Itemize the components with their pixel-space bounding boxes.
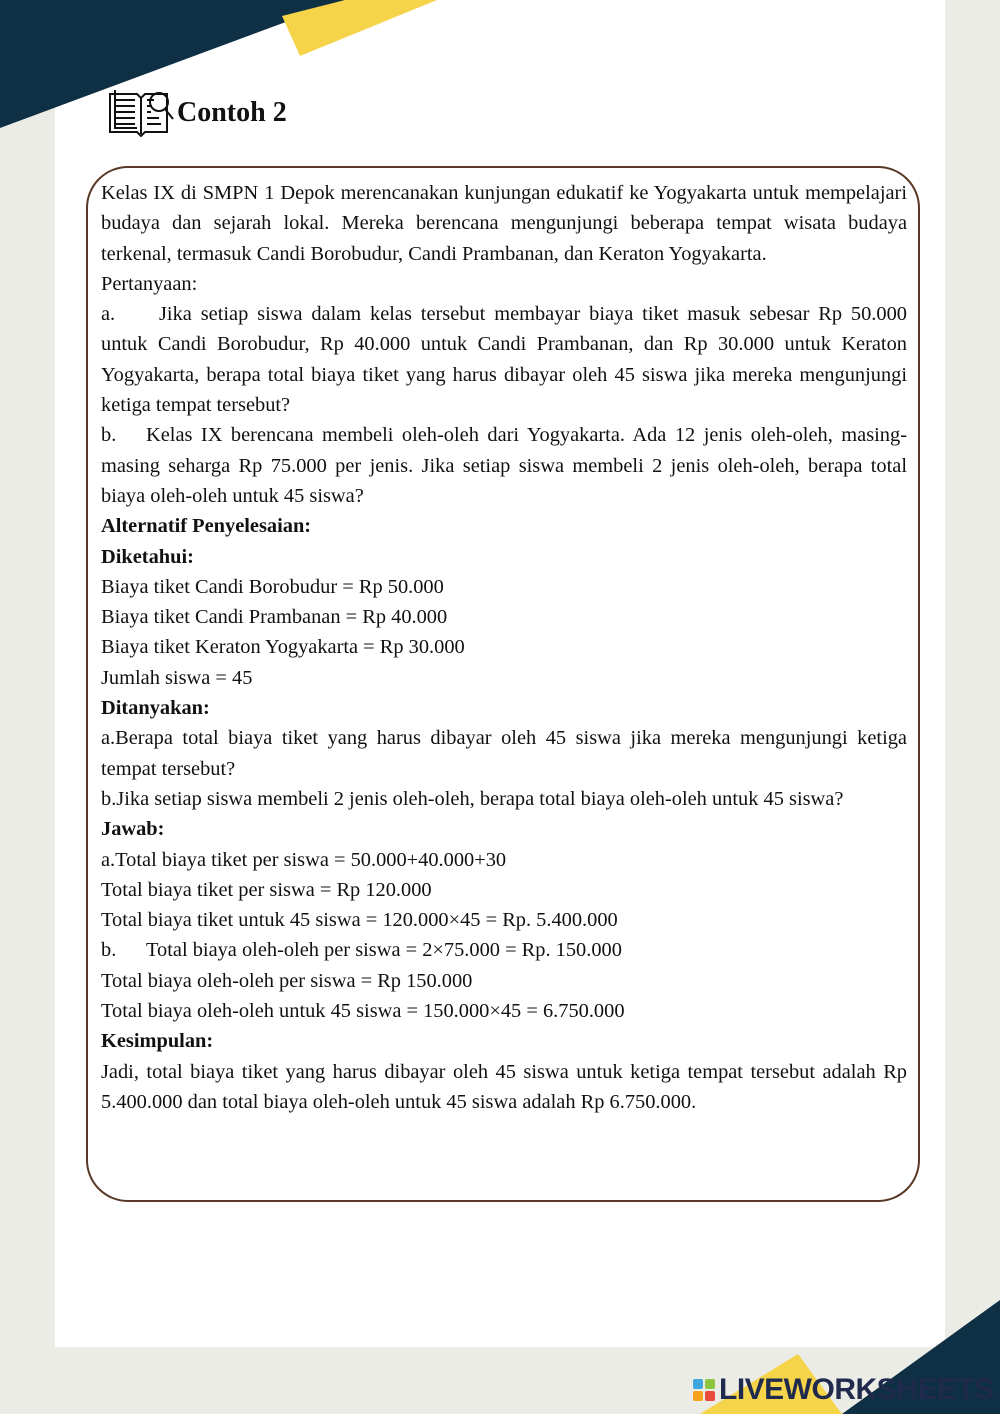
problem-intro: Kelas IX di SMPN 1 Depok merencanakan kunjungan edukatif ke Yogyakarta untuk mempelajari budaya dan sejarah lokal. Mereka berencana mengunjungi beberapa tempat wisata budaya terkenal, termasuk Candi Borobudur, Candi Prambanan, dan Keraton Yogyakarta.	[101, 182, 907, 265]
example-content	[101, 178, 907, 1117]
question-a-marker: a.	[101, 303, 116, 326]
open-book-with-magnifier-icon	[107, 86, 175, 138]
answer-a-line: Total biaya tiket untuk 45 siswa = 120.000×45 = Rp. 5.400.000	[101, 909, 618, 932]
answer-b-first-line	[101, 935, 907, 965]
answer-a-line: a.Total biaya tiket per siswa = 50.000+40.000+30	[101, 848, 507, 871]
answer-b-line: Total biaya oleh-oleh untuk 45 siswa = 150.000×45 = 6.750.000	[101, 1000, 625, 1023]
known-item: Biaya tiket Candi Prambanan = Rp 40.000	[101, 606, 448, 629]
known-label: Diketahui:	[101, 545, 194, 568]
liveworksheets-logo[interactable]	[693, 1370, 994, 1410]
answer-b-line: Total biaya oleh-oleh per siswa = Rp 150.000	[101, 969, 473, 992]
known-item: Biaya tiket Candi Borobudur = Rp 50.000	[101, 575, 444, 598]
solution-heading: Alternatif Penyelesaian:	[101, 515, 312, 538]
answer-a-line: Total biaya tiket per siswa = Rp 120.000	[101, 878, 432, 901]
known-item: Biaya tiket Keraton Yogyakarta = Rp 30.000	[101, 636, 465, 659]
liveworksheets-logo-text: LIVEWORKSHEETS	[719, 1373, 994, 1406]
asked-a: a.Berapa total biaya tiket yang harus dibayar oleh 45 siswa jika mereka mengunjungi ketiga tempat tersebut?	[101, 727, 907, 780]
asked-label: Ditanyakan:	[101, 697, 210, 720]
known-item: Jumlah siswa = 45	[101, 666, 253, 689]
question-a	[101, 299, 907, 420]
conclusion-label: Kesimpulan:	[101, 1030, 214, 1053]
question-b-text: Kelas IX berencana membeli oleh-oleh dari Yogyakarta. Ada 12 jenis oleh-oleh, masing-masing seharga Rp 75.000 per jenis. Jika setiap siswa membeli 2 jenis oleh-oleh, berapa total biaya oleh-oleh untuk 45 siswa?	[101, 424, 907, 507]
liveworksheets-logo-icon	[693, 1379, 715, 1401]
question-a-text: Jika setiap siswa dalam kelas tersebut membayar biaya tiket masuk sebesar Rp 50.000 untuk Candi Borobudur, Rp 40.000 untuk Candi Prambanan, dan Rp 30.000 untuk Keraton Yogyakarta, berapa total biaya tiket yang harus dibayar oleh 45 siswa jika mereka mengunjungi ketiga tempat tersebut?	[101, 303, 907, 417]
answer-label: Jawab:	[101, 818, 165, 841]
answer-b-first-text: Total biaya oleh-oleh per siswa = 2×75.000 = Rp. 150.000	[146, 939, 622, 962]
example-title: Contoh 2	[177, 97, 287, 128]
question-b-marker: b.	[101, 424, 117, 447]
example-header	[107, 86, 287, 138]
conclusion-text: Jadi, total biaya tiket yang harus dibayar oleh 45 siswa untuk ketiga tempat tersebut adalah Rp 5.400.000 dan total biaya oleh-oleh untuk 45 siswa adalah Rp 6.750.000.	[101, 1060, 907, 1113]
question-b	[101, 420, 907, 511]
asked-b: b.Jika setiap siswa membeli 2 jenis oleh-oleh, berapa total biaya oleh-oleh untuk 45 siswa?	[101, 787, 844, 810]
answer-b-marker: b.	[101, 939, 117, 962]
questions-label: Pertanyaan:	[101, 272, 198, 295]
